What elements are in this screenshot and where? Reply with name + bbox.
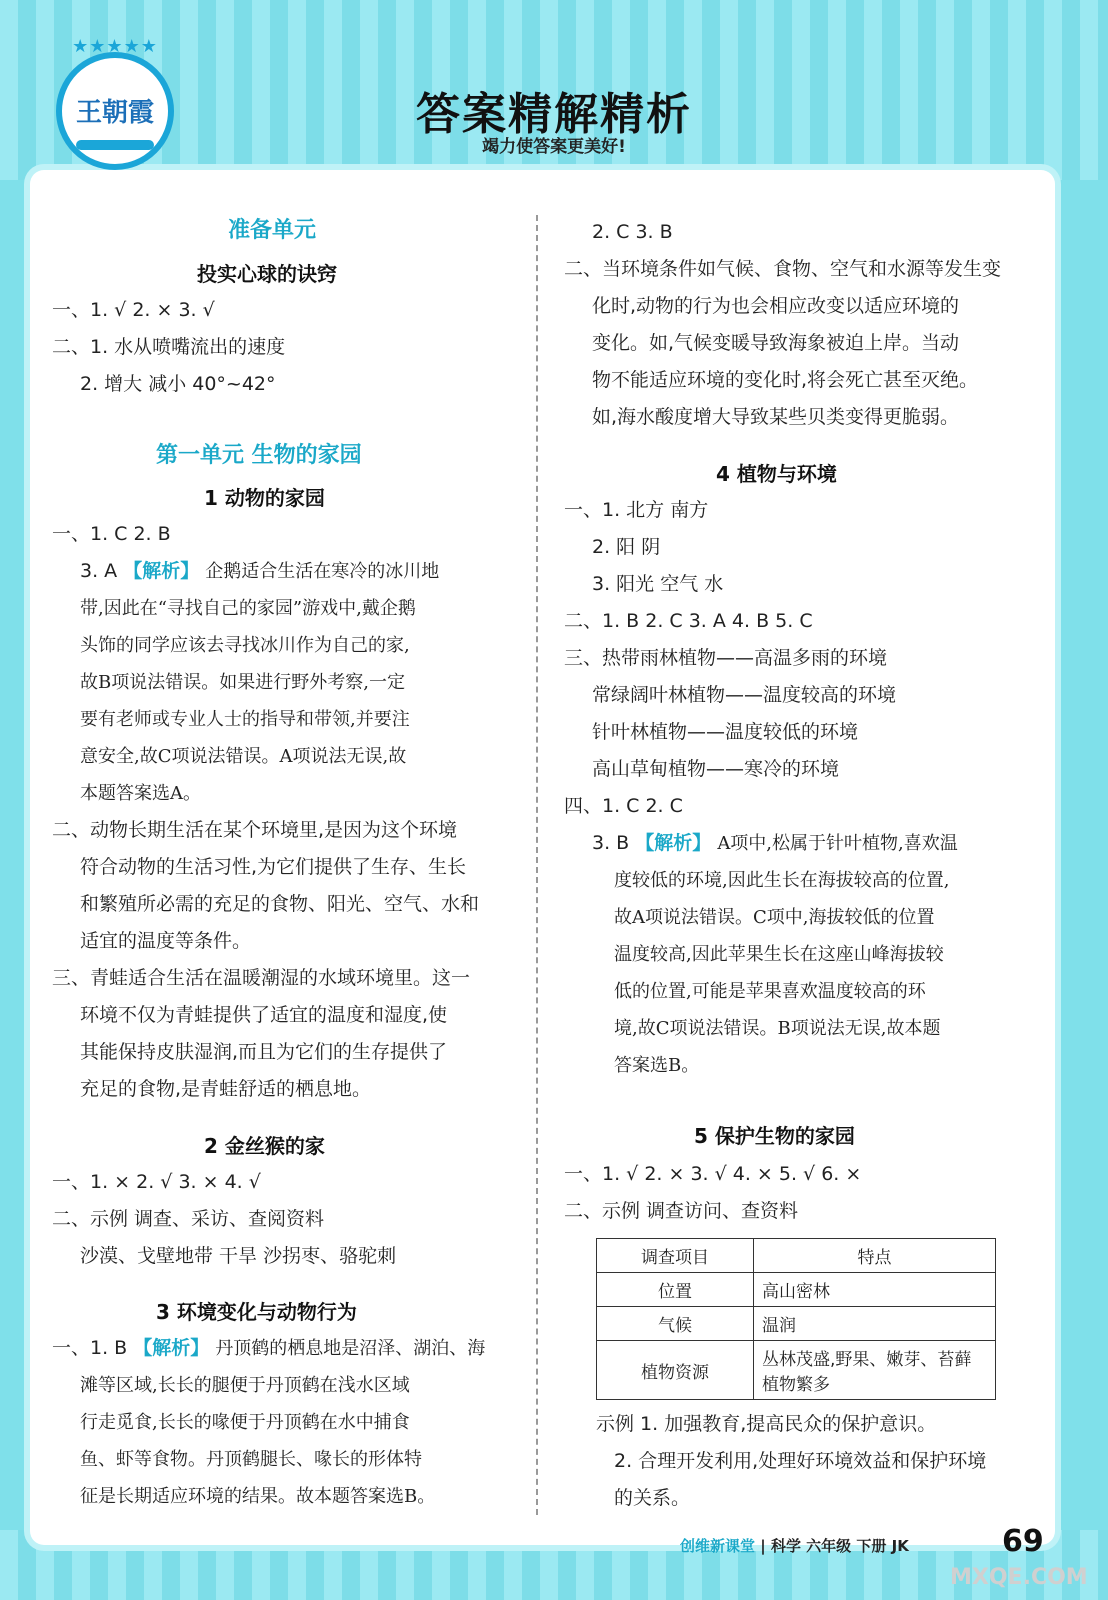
answer-line: 符合动物的生活习性,为它们提供了生存、生长 (80, 856, 467, 878)
answer-line: 常绿阔叶林植物——温度较高的环境 (592, 684, 897, 706)
answer-line: 二、示例 调查、采访、查阅资料 (52, 1208, 325, 1230)
answer-line: 一、1. √ 2. × 3. √ 4. × 5. √ 6. × (564, 1163, 862, 1185)
analysis-text: 企鹅适合生活在寒冷的冰川地 (205, 561, 440, 582)
section-heading: 4 植物与环境 (716, 462, 837, 486)
analysis-text: 意安全,故C项说法错误。A项说法无误,故 (80, 746, 407, 767)
analysis-text: 头饰的同学应该去寻找冰川作为自己的家, (80, 635, 410, 656)
table-cell (754, 1341, 996, 1400)
answer-line: 和繁殖所必需的充足的食物、阳光、空气、水和 (80, 893, 480, 915)
answer-line: 一、1. 北方 南方 (564, 499, 709, 521)
answer-line: 三、热带雨林植物——高温多雨的环境 (564, 647, 888, 669)
analysis-text: 度较低的环境,因此生长在海拔较高的位置, (614, 870, 950, 891)
answer-line: 一、1. C 2. B (52, 523, 171, 545)
page-number: 69 (1002, 1524, 1044, 1559)
answer-line: 一、1. √ 2. × 3. √ (52, 299, 215, 321)
table-cell: 高山密林 (754, 1273, 996, 1307)
analysis-text: 丹顶鹤的栖息地是沼泽、湖泊、海 (215, 1338, 486, 1359)
table-row (597, 1341, 996, 1400)
answer-line (592, 825, 958, 862)
watermark: MXQE.COM (950, 1565, 1088, 1590)
answer-line: 针叶林植物——温度较低的环境 (592, 721, 859, 743)
section-heading: 2 金丝猴的家 (204, 1134, 325, 1158)
table-cell: 位置 (597, 1273, 754, 1307)
section-heading: 3 环境变化与动物行为 (156, 1300, 357, 1324)
analysis-tag: 【解析】 (635, 832, 712, 854)
analysis-text: 境,故C项说法错误。B项说法无误,故本题 (614, 1018, 941, 1039)
answer-number: 3. A (80, 560, 118, 582)
page-subtitle: 竭力使答案更美好! (482, 137, 626, 157)
answer-line: 示例 1. 加强教育,提高民众的保护意识。 (596, 1413, 937, 1435)
analysis-text: 故B项说法错误。如果进行野外考察,一定 (80, 672, 405, 693)
analysis-text: 带,因此在“寻找自己的家园”游戏中,戴企鹅 (80, 598, 416, 619)
table-cell-line: 植物繁多 (762, 1375, 830, 1395)
answer-line: 三、青蛙适合生活在温暖潮湿的水域环境里。这一 (52, 967, 471, 989)
answer-line: 变化。如,气候变暖导致海象被迫上岸。当动 (592, 332, 960, 354)
answer-line: 二、1. B 2. C 3. A 4. B 5. C (564, 610, 813, 632)
answer-line: 二、1. 水从喷嘴流出的速度 (52, 336, 286, 358)
section-heading: 投实心球的诀窍 (197, 262, 337, 286)
unit-heading: 准备单元 (228, 218, 317, 243)
answer-line: 物不能适应环境的变化时,将会死亡甚至灭绝。 (592, 369, 979, 391)
table-cell-line: 丛林茂盛,野果、嫩芽、苔藓 (762, 1350, 972, 1370)
section-heading: 1 动物的家园 (204, 486, 325, 510)
analysis-text: 滩等区域,长长的腿便于丹顶鹤在浅水区域 (80, 1375, 410, 1396)
answer-line: 充足的食物,是青蛙舒适的栖息地。 (80, 1078, 372, 1100)
answer-line: 化时,动物的行为也会相应改变以适应环境的 (592, 295, 960, 317)
answer-line (52, 1330, 485, 1367)
survey-table (596, 1238, 996, 1400)
footer-brand: 创维新课堂 (680, 1537, 756, 1555)
answer-line: 其能保持皮肤湿润,而且为它们的生存提供了 (80, 1041, 448, 1063)
analysis-text: 温度较高,因此苹果生长在这座山峰海拔较 (614, 944, 944, 965)
answer-line: 二、当环境条件如气候、食物、空气和水源等发生变 (564, 258, 1002, 280)
analysis-text: 答案选B。 (614, 1055, 700, 1076)
star-icons: ★★★★★ (72, 36, 158, 57)
table-header: 调查项目 (597, 1239, 754, 1273)
answer-line: 2. 增大 减小 40°~42° (80, 373, 276, 395)
table-header: 特点 (754, 1239, 996, 1273)
unit-heading: 第一单元 生物的家园 (156, 443, 362, 468)
answer-line: 沙漠、戈壁地带 干旱 沙拐枣、骆驼刺 (80, 1245, 397, 1267)
table-header-row (597, 1239, 996, 1273)
table-cell: 气候 (597, 1307, 754, 1341)
table-cell: 植物资源 (597, 1341, 754, 1400)
analysis-tag: 【解析】 (133, 1337, 210, 1359)
analysis-text: A项中,松属于针叶植物,喜欢温 (717, 833, 958, 854)
answer-line: 二、示例 调查访问、查资料 (564, 1200, 799, 1222)
analysis-text: 鱼、虾等食物。丹顶鹤腿长、喙长的形体特 (80, 1449, 422, 1470)
answer-line: 2. 阳 阴 (592, 536, 661, 558)
footer-info (680, 1535, 909, 1556)
analysis-text: 要有老师或专业人士的指导和带领,并要注 (80, 709, 410, 730)
answer-line: 2. 合理开发利用,处理好环境效益和保护环境 (614, 1450, 987, 1472)
analysis-text: 故A项说法错误。C项中,海拔较低的位置 (614, 907, 935, 928)
table-row (597, 1307, 996, 1341)
table-row (597, 1273, 996, 1307)
answer-line: 适宜的温度等条件。 (80, 930, 252, 952)
answer-number: 一、1. B (52, 1337, 128, 1359)
logo-name: 王朝霞 (75, 98, 154, 128)
answer-number: 3. B (592, 832, 630, 854)
answer-line (80, 553, 439, 590)
answer-line: 二、动物长期生活在某个环境里,是因为这个环境 (52, 819, 458, 841)
analysis-text: 本题答案选A。 (80, 783, 201, 804)
answer-line: 如,海水酸度增大导致某些贝类变得更脆弱。 (592, 406, 960, 428)
answer-line: 3. 阳光 空气 水 (592, 573, 724, 595)
column-divider (536, 215, 538, 1515)
analysis-text: 征是长期适应环境的结果。故本题答案选B。 (80, 1486, 436, 1507)
answer-line: 环境不仅为青蛙提供了适宜的温度和湿度,使 (80, 1004, 448, 1026)
analysis-tag: 【解析】 (123, 560, 200, 582)
section-heading: 5 保护生物的家园 (694, 1124, 855, 1148)
answer-line: 的关系。 (614, 1487, 691, 1509)
answer-line: 2. C 3. B (592, 221, 673, 243)
table-cell: 温润 (754, 1307, 996, 1341)
answer-line: 高山草甸植物——寒冷的环境 (592, 758, 840, 780)
footer-meta: | 科学 六年级 下册 JK (760, 1537, 909, 1555)
page-title: 答案精解精析 (416, 89, 692, 140)
answer-line: 一、1. × 2. √ 3. × 4. √ (52, 1171, 261, 1193)
analysis-text: 低的位置,可能是苹果喜欢温度较高的环 (614, 981, 926, 1002)
answer-line: 四、1. C 2. C (564, 795, 683, 817)
analysis-text: 行走觅食,长长的喙便于丹顶鹤在水中捕食 (80, 1412, 410, 1433)
